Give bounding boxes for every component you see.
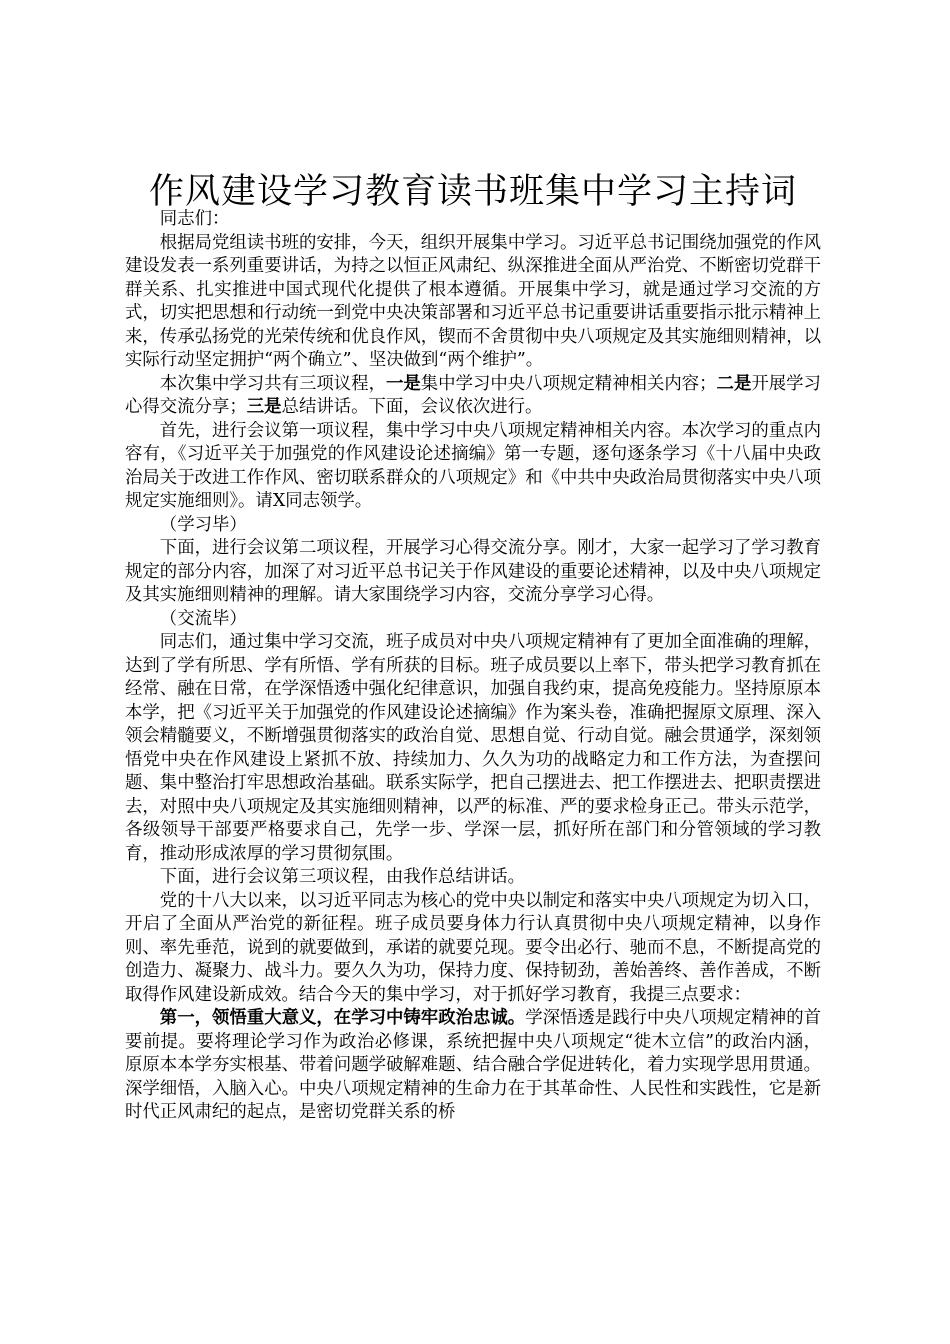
greeting: 同志们： [159,209,230,229]
agenda-item-3-label: 三是 [246,397,282,417]
requirement-1-heading: 第一，领悟重大意义，在学习中铸牢政治忠诚。 [159,1008,526,1028]
document-title: 作风建设学习教育读书班集中学习主持词 [148,172,797,212]
note-exchange-done: （交流毕） [159,608,247,629]
paragraph-item-1: 首先，进行会议第一项议程，集中学习中央八项规定精神相关内容。本次学习的重点内容有，《习近平关于加强党的作风建设论述摘编》第一专题，逐句逐条学习《十八届中央政治局关于改进工作作风、密切联系群众的八项规定》和《中共中央政治局贯彻落实中央八项规定实施细则》。请X同志领学。 [125,420,821,511]
paragraph-requirement-1 [125,1007,821,1125]
requirement-1-text: 学深悟透是践行中央八项规定精神的首要前提。要将理论学习作为政治必修课，系统把握中央八项规定“徙木立信”的政治内涵，原原本本学夯实根基、带着问题学破解难题、结合融合学促进转化，着力实现学思用贯通。深学细悟，入脑入心。中央八项规定精神的生命力在于其革命性、人民性和实践性，它是新时代正风肃纪的起点，是密切党群关系的桥 [125,1008,821,1122]
paragraph-item-3: 下面，进行会议第三项议程，由我作总结讲话。 [159,867,526,887]
agenda-text: 集中学习中央八项规定精神相关内容； [420,373,717,394]
agenda-item-1-label: 一是 [385,373,421,394]
paragraph-intro: 根据局党组读书班的安排，今天，组织开展集中学习。习近平总书记围绕加强党的作风建设发表一系列重要讲话，为持之以恒正风肃纪、纵深推进全面从严治党、不断密切党群干群关系、扎实推进中国式现代化提供了根本遵循。开展集中学习，就是通过学习交流的方式，切实把思想和行动统一到党中央决策部署和习近平总书记重要讲话重要指示批示精神上来，传承弘扬党的光荣传统和优良作风，锲而不舍贯彻中央八项规定及其实施细则精神，以实际行动坚定拥护“两个确立”、坚决做到“两个维护”。 [125,232,821,370]
agenda-text: 本次集中学习共有三项议程， [159,373,386,394]
note-study-done: （学习毕） [159,514,247,535]
document-page [125,170,821,1125]
paragraph-requirements-intro: 党的十八大以来，以习近平同志为核心的党中央以制定和落实中央八项规定为切入口，开启了全面从严治党的新征程。班子成员要身体力行认真贯彻中央八项规定精神，以身作则、率先垂范，说到的就要做到，承诺的就要兑现。要令出必行、驰而不息，不断提高党的创造力、凝聚力、战斗力。要久久为功，保持力度、保持韧劲，善始善终、善作善成，不断取得作风建设新成效。结合今天的集中学习，对于抓好学习教育，我提三点要求： [125,890,821,1005]
agenda-text: 总结讲话。下面，会议依次进行。 [281,397,543,417]
paragraph-summary: 同志们，通过集中学习交流，班子成员对中央八项规定精神有了更加全面准确的理解，达到了学有所思、学有所悟、学有所获的目标。班子成员要以上率下，带头把学习教育抓在经常、融在日常，在学深悟透中强化纪律意识，加强自我约束，提高免疫能力。坚持原原本本学，把《习近平关于加强党的作风建设论述摘编》作为案头卷，准确把握原文原理、深入领会精髓要义，不断增强贯彻落实的政治自觉、思想自觉、行动自觉。融会贯通学，深刻领悟党中央在作风建设上紧抓不放、持续加力、久久为功的战略定力和工作方法，为查摆问题、集中整治打牢思想政治基础。联系实际学，把自己摆进去、把工作摆进去、把职责摆进去，对照中央八项规定及其实施细则精神，以严的标准、严的要求检身正己。带头示范学，各级领导干部要严格要求自己，先学一步、学深一层，抓好所在部门和分管领域的学习教育，推动形成浓厚的学习贯彻氛围。 [125,632,821,864]
agenda-text: 开展学习心得交流分享； [125,373,821,417]
paragraph-agenda [125,373,821,420]
paragraph-item-2: 下面，进行会议第二项议程，开展学习心得交流分享。刚才，大家一起学习了学习教育规定的部分内容，加深了对习近平总书记关于作风建设的重要论述精神，以及中央八项规定及其实施细则精神的理解。请大家围绕学习内容，交流分享学习心得。 [125,538,821,605]
agenda-item-2-label: 二是 [716,373,752,394]
